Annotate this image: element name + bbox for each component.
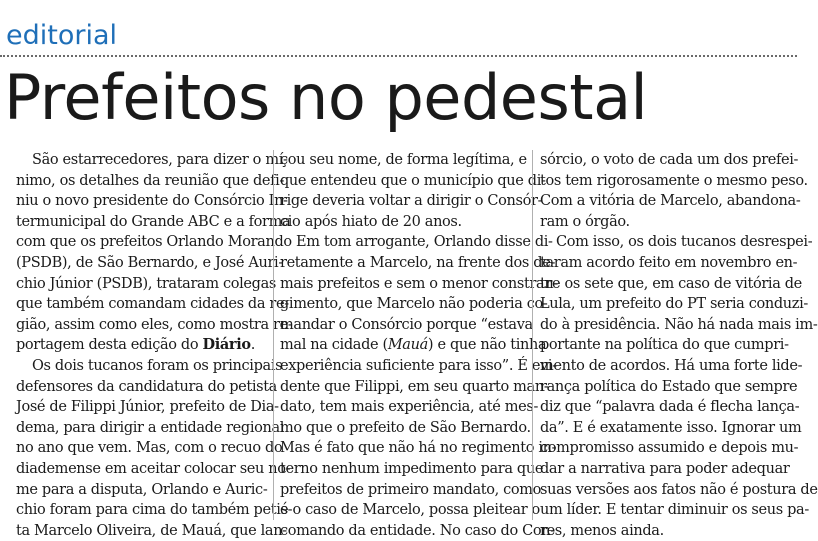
article-line: me para a disputa, Orlando e Auric- (16, 481, 268, 498)
article-line: gimento, que Marcelo não poderia co- (280, 296, 548, 313)
newspaper-name: Diário (202, 336, 251, 354)
article-line: mandar o Consórcio porque “estava (280, 316, 533, 333)
article-line: (PSDB), de São Bernardo, e José Auri- (16, 254, 283, 271)
article-line: dato, tem mais experiência, até mes- (280, 399, 539, 416)
article-text: mal na cidade ( (280, 337, 388, 354)
article-line: José de Filippi Júnior, prefeito de Dia- (16, 399, 279, 416)
article-line: no ano que vem. Mas, com o recuo do (16, 440, 283, 457)
article-line: Os dois tucanos foram os principais (32, 357, 283, 374)
article-line: Com isso, os dois tucanos desrespei- (556, 234, 813, 251)
section-label: editorial (6, 20, 118, 51)
article-line: defensores da candidatura do petista (16, 378, 277, 395)
section-divider (0, 55, 797, 57)
article-line: chio Júnior (PSDB), trataram colegas (16, 275, 276, 292)
article-line: tre os sete que, em caso de vitória de (540, 275, 802, 292)
city-name: Mauá (387, 337, 428, 354)
article-line: retamente a Marcelo, na frente dos de- (280, 254, 555, 271)
article-line: portante na política do que cumpri- (540, 337, 789, 354)
article-line: do à presidência. Não há nada mais im- (540, 316, 818, 333)
headline: Prefeitos no pedestal (4, 61, 648, 134)
article-line: mo que o prefeito de São Bernardo. (280, 419, 531, 436)
article-line: São estarrecedores, para dizer o mí- (32, 152, 288, 168)
article-line: çou seu nome, de forma legítima, e (280, 152, 527, 168)
article-line (280, 335, 547, 356)
article-line: dema, para dirigir a entidade regional (16, 419, 285, 436)
article-line: compromisso assumido e depois mu- (540, 440, 799, 457)
article-line: que entendeu que o município que di- (280, 172, 546, 189)
article-line: dente que Filippi, em seu quarto man- (280, 378, 549, 395)
article-line: diademense em aceitar colocar seu no- (16, 460, 291, 477)
article-line: experiência suficiente para isso”. É evi- (280, 357, 557, 374)
article-line: Mas é fato que não há no regimento in- (280, 440, 557, 457)
article-line: mais prefeitos e sem o menor constran- (280, 275, 558, 292)
column-divider (532, 150, 533, 520)
article-line: que também comandam cidades da re- (16, 296, 289, 313)
article-line: dar a narrativa para poder adequar (540, 460, 790, 477)
article-column-1 (16, 150, 293, 539)
article-line: sórcio, o voto de cada um dos prefei- (540, 152, 799, 168)
article-line: chio foram para cima do também petis- (16, 502, 293, 519)
article-line: da”. E é exatamente isso. Ignorar um (540, 419, 802, 436)
article-line (16, 335, 266, 356)
article-line: Lula, um prefeito do PT seria conduzi- (540, 296, 808, 313)
article-text: . (250, 337, 255, 354)
article-line: rige deveria voltar a dirigir o Consór- (280, 193, 543, 210)
article-line: nimo, os detalhes da reunião que defi- (16, 172, 285, 189)
article-line: Em tom arrogante, Orlando disse di- (296, 234, 553, 251)
article-line: suas versões aos fatos não é postura de (540, 481, 818, 498)
article-line: terno nenhum impedimento para que (280, 460, 544, 477)
article-line: ram o órgão. (540, 213, 630, 230)
column-divider (273, 150, 274, 520)
article-line: mento de acordos. Há uma forte lide- (540, 357, 803, 374)
article-line: taram acordo feito em novembro en- (540, 254, 798, 271)
article-line: Com a vitória de Marcelo, abandona- (540, 193, 801, 210)
article-line: niu o novo presidente do Consórcio In- (16, 193, 288, 210)
article-line: res, menos ainda. (540, 522, 664, 539)
article-line: um líder. E tentar diminuir os seus pa- (540, 502, 809, 519)
article-line: é o caso de Marcelo, possa pleitear o (280, 502, 540, 519)
article-line: gião, assim como eles, como mostra re- (16, 316, 293, 333)
article-line: termunicipal do Grande ABC e a forma (16, 213, 291, 230)
article-line: tos tem rigorosamente o mesmo peso. (540, 172, 808, 189)
article-line: comando da entidade. No caso do Con- (280, 522, 555, 539)
article-column-3 (540, 150, 818, 539)
article-text: ) e que não tinha (427, 337, 547, 354)
article-text: portagem desta edição do (16, 337, 203, 354)
article-line: prefeitos de primeiro mandato, como (280, 481, 542, 498)
article-line: rança política do Estado que sempre (540, 378, 798, 395)
article-line: com que os prefeitos Orlando Morando (16, 234, 292, 251)
article-column-2 (280, 150, 558, 539)
article-line: cio após hiato de 20 anos. (280, 213, 462, 230)
article-line: ta Marcelo Oliveira, de Mauá, que lan- (16, 522, 287, 539)
article-line: diz que “palavra dada é flecha lança- (540, 399, 800, 416)
